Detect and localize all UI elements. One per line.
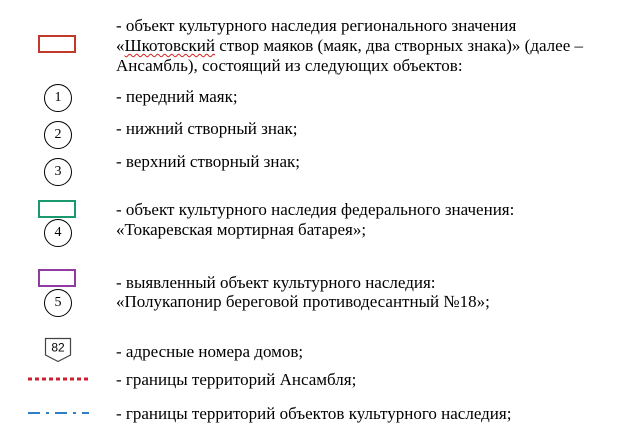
house-numbers-label: - адресные номера домов; xyxy=(116,342,304,361)
object-number-5-icon: 5 xyxy=(44,289,72,317)
federal-heritage-line2: «Токаревская мортирная батарея»; xyxy=(116,220,367,239)
object-number-1-icon: 1 xyxy=(44,84,72,112)
object-number-2-icon: 2 xyxy=(44,121,72,149)
regional-heritage-line3: Ансамбль), состоящий из следующих объектов: xyxy=(116,56,463,75)
house-number-marker-icon xyxy=(44,337,72,363)
regional-heritage-symbol xyxy=(38,35,76,53)
upper-range-sign-label: - верхний створный знак; xyxy=(116,152,301,171)
ensemble-border-label: - границы территорий Ансамбля; xyxy=(116,370,357,389)
regional-heritage-line2: «Шкотовский створ маяков (маяк, два створных знака)» (далее – xyxy=(116,36,584,55)
federal-heritage-symbol xyxy=(38,200,76,218)
identified-heritage-line2: «Полукапонир береговой противодесантный №18»; xyxy=(116,292,490,311)
ensemble-border-line-icon xyxy=(27,374,91,384)
shkotovsky-name: Шкотовский xyxy=(124,36,215,55)
house-number-marker-text: 82 xyxy=(51,340,65,355)
front-lighthouse-label: - передний маяк; xyxy=(116,87,238,106)
federal-heritage-line1: - объект культурного наследия федерального значения: xyxy=(116,200,515,219)
lower-range-sign-label: - нижний створный знак; xyxy=(116,119,298,138)
heritage-border-line-icon xyxy=(27,408,91,418)
regional-heritage-line1: - объект культурного наследия регионального значения xyxy=(116,16,517,35)
object-number-3-icon: 3 xyxy=(44,158,72,186)
object-number-4-icon: 4 xyxy=(44,219,72,247)
heritage-border-label: - границы территорий объектов культурного наследия; xyxy=(116,404,512,423)
identified-heritage-symbol xyxy=(38,269,76,287)
identified-heritage-line1: - выявленный объект культурного наследия: xyxy=(116,273,436,292)
